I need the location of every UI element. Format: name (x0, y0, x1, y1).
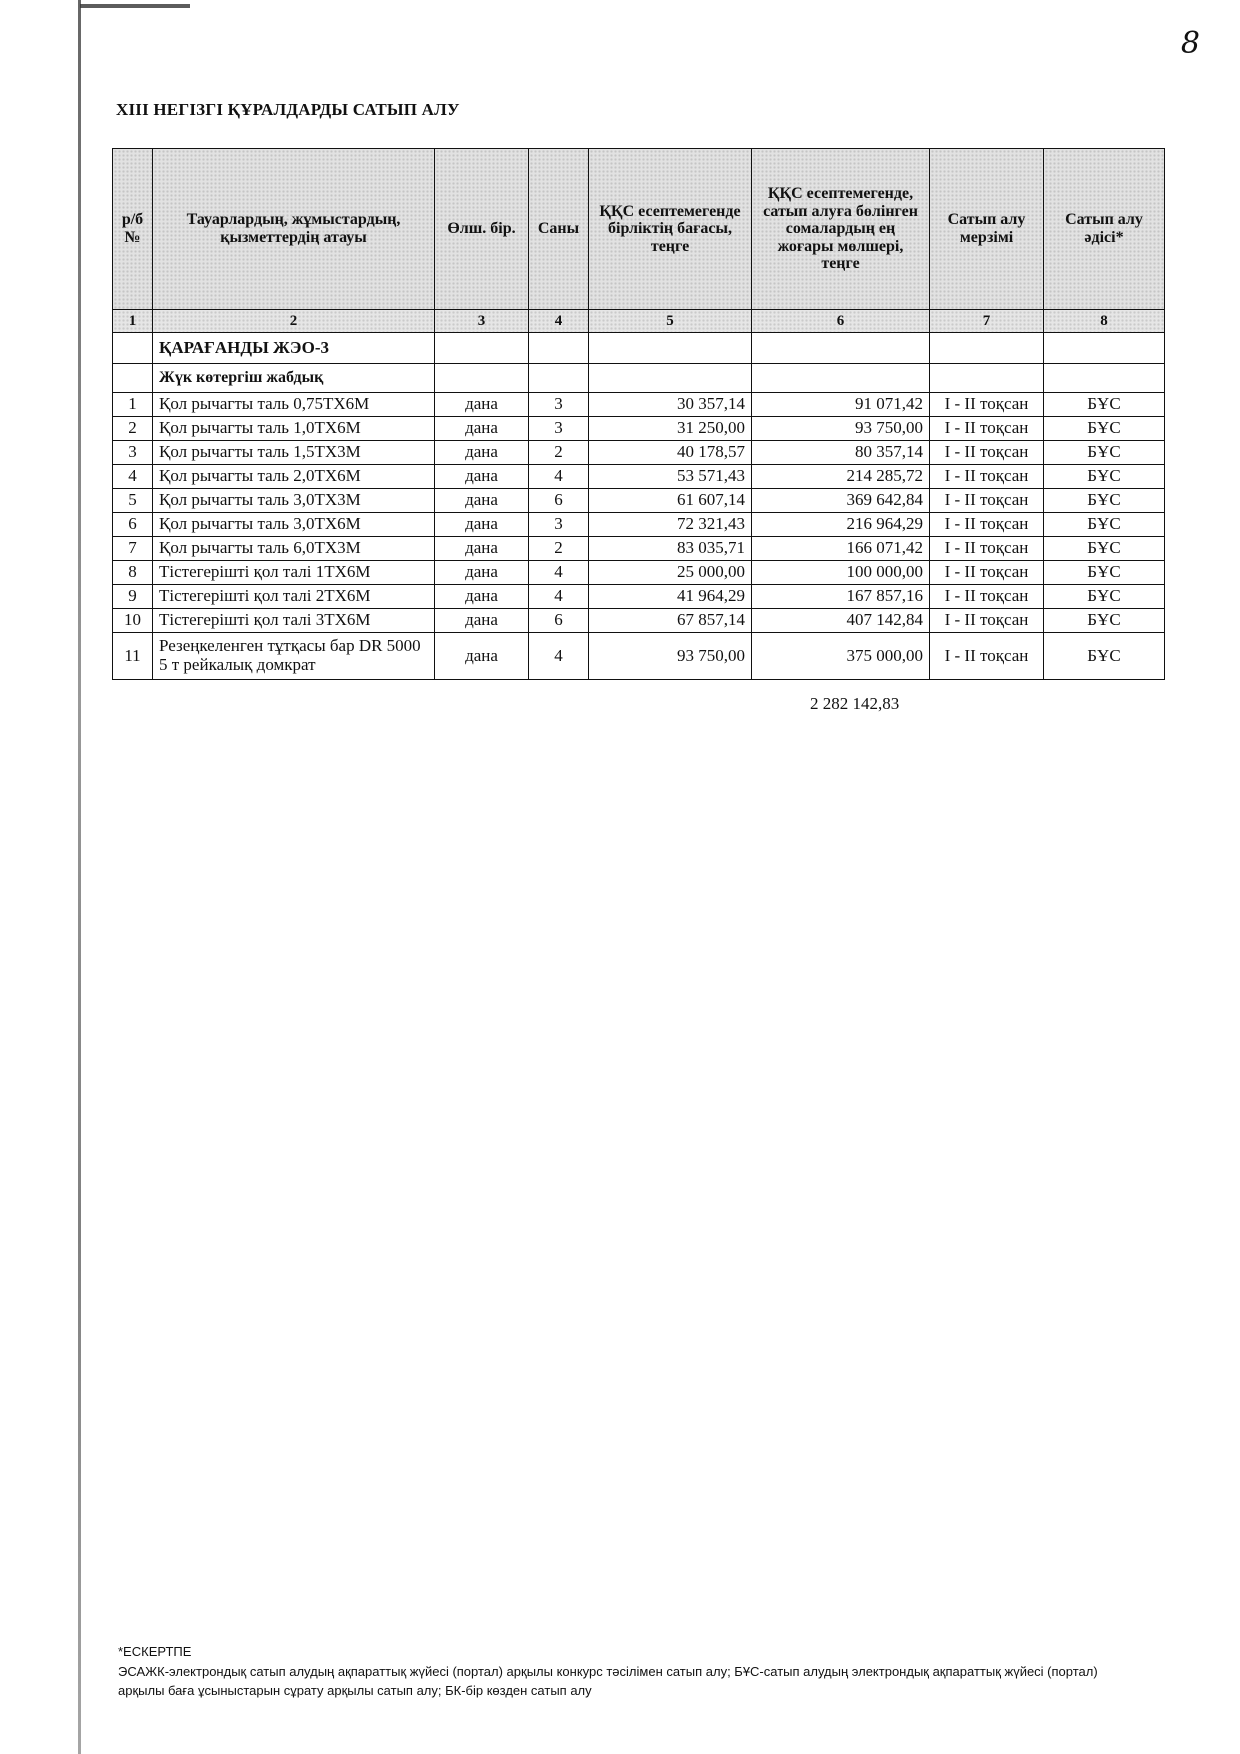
table-row (113, 513, 1165, 537)
item-term: I - II тоқсан (930, 513, 1044, 537)
item-amount: 91 071,42 (752, 393, 930, 417)
table-row (113, 585, 1165, 609)
header-amount: ҚҚС есептемегенде, сатып алуға бөлінген сомалардың ең жоғары мөлшері, теңге (752, 149, 930, 310)
item-price: 25 000,00 (589, 561, 752, 585)
footnote-text: ЭСАЖК-электрондық сатып алудың ақпараттық жүйесі (портал) арқылы конкурс тәсілімен сатып алу; БҰС-сатып алудың электрондық ақпараттық жүйесі (портал) арқылы баға ұсыныстарын сұрату арқылы сатып алу; БК-бір көзден сатып алу (118, 1663, 1098, 1698)
item-name: Қол рычагты таль 1,5ТХ3М (153, 441, 435, 465)
item-qty: 6 (529, 489, 589, 513)
item-method: БҰС (1044, 417, 1165, 441)
column-number: 5 (589, 310, 752, 333)
item-term: I - II тоқсан (930, 441, 1044, 465)
item-amount: 407 142,84 (752, 609, 930, 633)
row-number: 9 (113, 585, 153, 609)
item-method: БҰС (1044, 537, 1165, 561)
item-price: 61 607,14 (589, 489, 752, 513)
total-amount: 2 282 142,83 (810, 694, 900, 713)
item-term: I - II тоқсан (930, 417, 1044, 441)
item-term: I - II тоқсан (930, 489, 1044, 513)
item-name: Тістегерішті қол талі 1ТХ6М (153, 561, 435, 585)
footnote (118, 1642, 1138, 1701)
row-number: 8 (113, 561, 153, 585)
item-term: I - II тоқсан (930, 609, 1044, 633)
item-method: БҰС (1044, 561, 1165, 585)
item-price: 67 857,14 (589, 609, 752, 633)
item-name: Қол рычагты таль 2,0ТХ6М (153, 465, 435, 489)
item-name: Қол рычагты таль 3,0ТХ3М (153, 489, 435, 513)
item-term: I - II тоқсан (930, 465, 1044, 489)
page-number-mark: 8 (1180, 26, 1200, 61)
scan-edge (78, 0, 81, 1754)
procurement-table (112, 148, 1165, 680)
group-title: ҚАРАҒАНДЫ ЖЭО-3 (153, 333, 435, 364)
item-qty: 4 (529, 633, 589, 680)
item-qty: 4 (529, 465, 589, 489)
table-header-row (113, 149, 1165, 310)
item-method: БҰС (1044, 465, 1165, 489)
row-number: 10 (113, 609, 153, 633)
item-qty: 3 (529, 393, 589, 417)
item-unit: дана (435, 609, 529, 633)
item-unit: дана (435, 537, 529, 561)
item-method: БҰС (1044, 585, 1165, 609)
item-name: Резеңкеленген тұтқасы бар DR 5000 5 т рейкалық домкрат (153, 633, 435, 680)
column-number: 6 (752, 310, 930, 333)
column-number: 8 (1044, 310, 1165, 333)
row-number: 6 (113, 513, 153, 537)
item-price: 53 571,43 (589, 465, 752, 489)
row-number: 11 (113, 633, 153, 680)
column-number: 4 (529, 310, 589, 333)
table-row (113, 537, 1165, 561)
item-term: I - II тоқсан (930, 633, 1044, 680)
column-number: 2 (153, 310, 435, 333)
scan-corner (80, 4, 190, 8)
item-term: I - II тоқсан (930, 537, 1044, 561)
item-price: 41 964,29 (589, 585, 752, 609)
item-price: 30 357,14 (589, 393, 752, 417)
item-amount: 93 750,00 (752, 417, 930, 441)
header-qty: Саны (529, 149, 589, 310)
column-number: 3 (435, 310, 529, 333)
item-qty: 4 (529, 561, 589, 585)
item-amount: 214 285,72 (752, 465, 930, 489)
subgroup-title: Жүк көтергіш жабдық (153, 364, 435, 393)
header-name: Тауарлардың, жұмыстардың, қызметтердің атауы (153, 149, 435, 310)
section-title: XIII НЕГІЗГІ ҚҰРАЛДАРДЫ САТЫП АЛУ (116, 100, 460, 119)
item-unit: дана (435, 393, 529, 417)
header-num: р/б № (113, 149, 153, 310)
item-method: БҰС (1044, 513, 1165, 537)
item-method: БҰС (1044, 609, 1165, 633)
row-number: 7 (113, 537, 153, 561)
table-row (113, 441, 1165, 465)
item-unit: дана (435, 633, 529, 680)
table-row (113, 465, 1165, 489)
item-name: Қол рычагты таль 1,0ТХ6М (153, 417, 435, 441)
table-row (113, 633, 1165, 680)
item-qty: 3 (529, 417, 589, 441)
header-price: ҚҚС есептемегенде бірліктің бағасы, теңге (589, 149, 752, 310)
item-method: БҰС (1044, 489, 1165, 513)
item-price: 31 250,00 (589, 417, 752, 441)
item-amount: 369 642,84 (752, 489, 930, 513)
item-amount: 100 000,00 (752, 561, 930, 585)
item-amount: 216 964,29 (752, 513, 930, 537)
item-price: 93 750,00 (589, 633, 752, 680)
item-unit: дана (435, 561, 529, 585)
row-number: 2 (113, 417, 153, 441)
item-price: 72 321,43 (589, 513, 752, 537)
table-row (113, 489, 1165, 513)
header-method: Сатып алу әдісі* (1044, 149, 1165, 310)
item-unit: дана (435, 585, 529, 609)
row-number: 4 (113, 465, 153, 489)
item-qty: 3 (529, 513, 589, 537)
item-unit: дана (435, 513, 529, 537)
item-name: Қол рычагты таль 3,0ТХ6М (153, 513, 435, 537)
footnote-title: *ЕСКЕРТПЕ (118, 1644, 192, 1659)
item-term: I - II тоқсан (930, 561, 1044, 585)
item-term: I - II тоқсан (930, 585, 1044, 609)
header-term: Сатып алу мерзімі (930, 149, 1044, 310)
item-name: Тістегерішті қол талі 2ТХ6М (153, 585, 435, 609)
item-unit: дана (435, 465, 529, 489)
row-number: 5 (113, 489, 153, 513)
column-number-row (113, 310, 1165, 333)
table-row (113, 561, 1165, 585)
item-amount: 166 071,42 (752, 537, 930, 561)
item-method: БҰС (1044, 633, 1165, 680)
item-amount: 375 000,00 (752, 633, 930, 680)
row-number: 1 (113, 393, 153, 417)
table-row (113, 417, 1165, 441)
subgroup-row (113, 364, 1165, 393)
item-name: Қол рычагты таль 0,75ТХ6М (153, 393, 435, 417)
item-qty: 4 (529, 585, 589, 609)
item-qty: 6 (529, 609, 589, 633)
item-qty: 2 (529, 537, 589, 561)
item-amount: 80 357,14 (752, 441, 930, 465)
item-amount: 167 857,16 (752, 585, 930, 609)
item-term: I - II тоқсан (930, 393, 1044, 417)
item-name: Қол рычагты таль 6,0ТХ3М (153, 537, 435, 561)
item-unit: дана (435, 441, 529, 465)
item-method: БҰС (1044, 393, 1165, 417)
item-unit: дана (435, 417, 529, 441)
group-row (113, 333, 1165, 364)
item-name: Тістегерішті қол талі 3ТХ6М (153, 609, 435, 633)
item-price: 40 178,57 (589, 441, 752, 465)
item-qty: 2 (529, 441, 589, 465)
row-number: 3 (113, 441, 153, 465)
column-number: 7 (930, 310, 1044, 333)
item-method: БҰС (1044, 441, 1165, 465)
table-row (113, 609, 1165, 633)
header-unit: Өлш. бір. (435, 149, 529, 310)
item-unit: дана (435, 489, 529, 513)
item-price: 83 035,71 (589, 537, 752, 561)
column-number: 1 (113, 310, 153, 333)
table-row (113, 393, 1165, 417)
